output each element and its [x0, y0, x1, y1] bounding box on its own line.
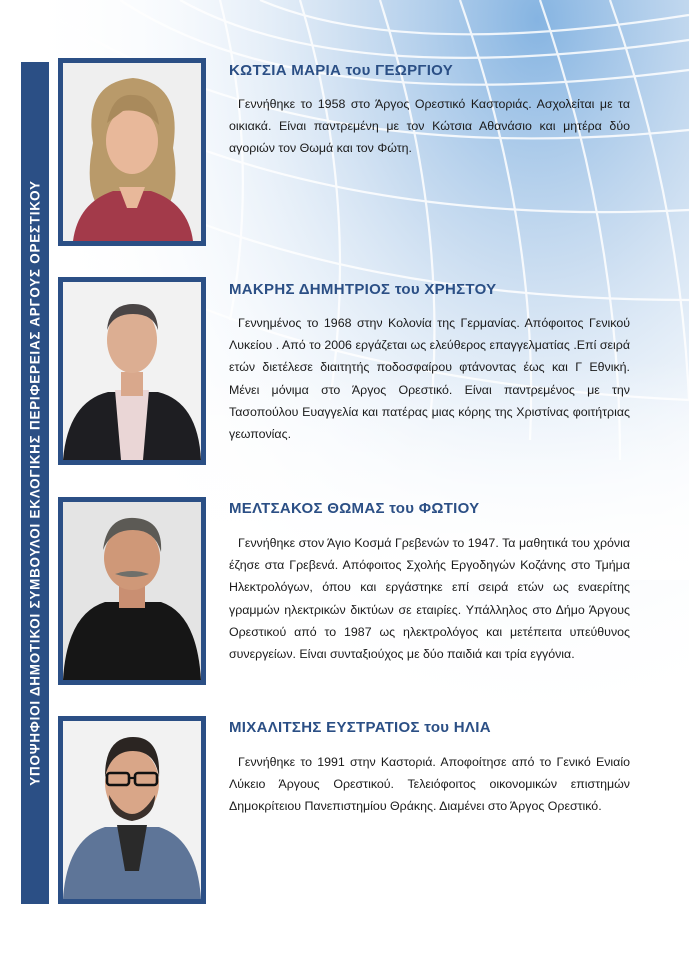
candidate-name: ΚΩΤΣΙΑ ΜΑΡΙΑ του ΓΕΩΡΓΙΟΥ [229, 62, 454, 79]
candidate-name: ΜΑΚΡΗΣ ΔΗΜΗΤΡΙΟΣ του ΧΡΗΣΤΟΥ [229, 281, 497, 298]
candidate-bio: Γεννήθηκε στον Άγιο Κοσμά Γρεβενών το 1947. Τα μαθητικά του χρόνια έζησε στα Γρεβενά. Απόφοιτος Σχολής Εργοδηγών Κοζάνης στο Τμήμα Ηλεκτρολόγων, όπου και εργάστηκε επί σειρά ετών ως εναερίτης γραμμών ηλεκτρικών δικτύων σε εταιρίες. Υπάλληλος στο Δήμο Άργους Ορεστικού από το 1987 ως ηλεκτρολόγος και μετέπειτα υπεύθυνος συνεργείων. Είναι συνταξιούχος με δύο παιδιά και τρία εγγόνια. [229, 536, 630, 662]
candidate-bio: Γεννήθηκε το 1991 στην Καστοριά. Αποφοίτησε από το Γενικό Ενιαίο Λύκειο Άργους Ορεστικού. Τελειόφοιτος οικονομικών επιστημών Δημοκρίτειου Πανεπιστημίου Θράκης. Διαμένει στο Άργος Ορεστικό. [229, 755, 630, 814]
candidate-name: ΜΕΛΤΣΑΚΟΣ ΘΩΜΑΣ του ΦΩΤΙΟΥ [229, 500, 480, 517]
candidate-name: ΜΙΧΑΛΙΤΣΗΣ ΕΥΣΤΡΑΤΙΟΣ του ΗΛΙΑ [229, 719, 491, 736]
candidate-photo-makris [58, 277, 206, 465]
candidate-photo-kotsia [58, 58, 206, 246]
sidebar-banner [21, 62, 49, 904]
candidate-photo-michalitsis [58, 716, 206, 904]
sidebar-title: ΥΠΟΨΗΦΙΟΙ ΔΗΜΟΤΙΚΟΙ ΣΥΜΒΟΥΛΟΙ ΕΚΛΟΓΙΚΗΣ ΠΕΡΙΦΕΡΕΙΑΣ ΑΡΓΟΥΣ ΟΡΕΣΤΙΚΟΥ [27, 180, 43, 786]
candidate-photo-meltsakos [58, 497, 206, 685]
candidate-bio: Γεννημένος το 1968 στην Κολονία της Γερμανίας. Απόφοιτος Γενικού Λυκείου . Από το 2006 εργάζεται ως ελεύθερος επαγγελματίας .Επί σειρά ετών διετέλεσε διαιτητής ποδοσφαίρου φτάνοντας έως και Γ Εθνική. Μένει μόνιμα στο Άργος Ορεστικό. Είναι παντρεμένος με την Τασοπούλου Ευαγγελία και πατέρας μιας κόρης της Χριστίνας φοιτήτριας γεωπονίας. [229, 316, 630, 442]
candidate-bio: Γεννήθηκε το 1958 στο Άργος Ορεστικό Καστοριάς. Ασχολείται με τα οικιακά. Είναι παντρεμένη με τον Κώτσια Αθανάσιο και μητέρα δύο αγοριών τον Θωμά και τον Φώτη. [229, 97, 630, 156]
